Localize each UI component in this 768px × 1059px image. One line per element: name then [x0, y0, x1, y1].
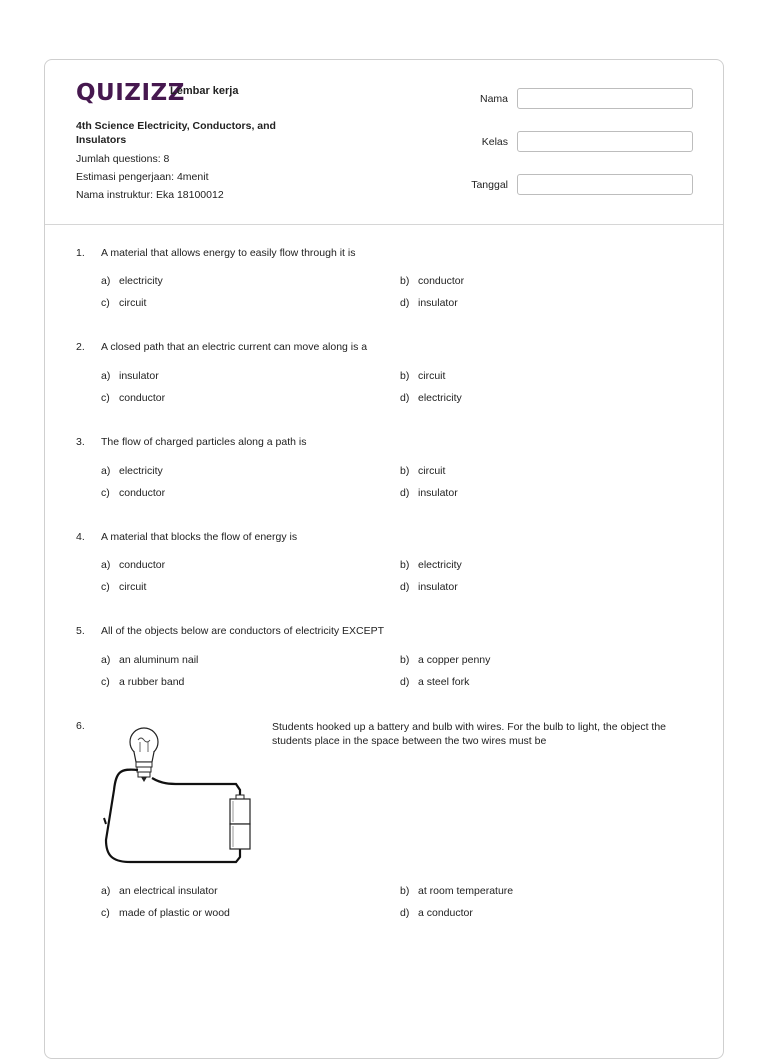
option-letter: d) — [400, 487, 410, 499]
option-text: at room temperature — [418, 885, 514, 897]
option-letter: b) — [400, 275, 410, 287]
option-text: a steel fork — [418, 676, 470, 688]
option-text: conductor — [418, 275, 465, 287]
option-letter: a) — [101, 885, 111, 897]
instructor-name: Nama instruktur: Eka 18100012 — [76, 189, 224, 201]
option-a — [101, 370, 159, 382]
estimated-time: Estimasi pengerjaan: 4menit — [76, 171, 209, 183]
option-b — [400, 370, 445, 382]
option-letter: d) — [400, 676, 410, 688]
question-number: 3. — [76, 436, 85, 448]
logo-wordmark: QUIZIZZ — [76, 80, 185, 106]
option-letter: c) — [101, 907, 110, 919]
option-letter: b) — [400, 654, 410, 666]
option-a — [101, 885, 218, 897]
class-input[interactable] — [517, 131, 693, 152]
worksheet-header — [45, 60, 723, 226]
question-number: 2. — [76, 341, 85, 353]
date-input[interactable] — [517, 174, 693, 195]
sheet-type-label: Lembar kerja — [170, 85, 239, 97]
option-text: a conductor — [418, 907, 473, 919]
question-number: 5. — [76, 625, 85, 637]
option-letter: b) — [400, 465, 410, 477]
option-letter: d) — [400, 581, 410, 593]
option-text: electricity — [418, 392, 462, 404]
option-text: circuit — [418, 465, 446, 477]
option-c — [101, 392, 165, 404]
name-label: Nama — [479, 93, 508, 105]
option-text: insulator — [418, 297, 458, 309]
option-a — [101, 559, 165, 571]
option-letter: a) — [101, 275, 111, 287]
circuit-diagram — [100, 720, 260, 870]
option-b — [400, 885, 513, 897]
option-text: an aluminum nail — [119, 654, 199, 666]
option-d — [400, 907, 473, 919]
option-a — [101, 654, 198, 666]
option-c — [101, 487, 165, 499]
question-number: 6. — [76, 720, 85, 732]
option-letter: c) — [101, 676, 110, 688]
option-b — [400, 559, 462, 571]
option-c — [101, 907, 230, 919]
option-letter: d) — [400, 907, 410, 919]
option-letter: b) — [400, 885, 410, 897]
option-d — [400, 487, 458, 499]
question-count: Jumlah questions: 8 — [76, 153, 170, 165]
option-text: conductor — [119, 392, 166, 404]
option-d — [400, 297, 458, 309]
option-text: electricity — [418, 559, 462, 571]
worksheet-page — [44, 59, 724, 1059]
option-c — [101, 297, 146, 309]
option-c — [101, 676, 184, 688]
option-text: insulator — [119, 370, 159, 382]
option-d — [400, 676, 469, 688]
option-letter: d) — [400, 297, 410, 309]
option-text: conductor — [119, 487, 166, 499]
option-text: circuit — [119, 297, 147, 309]
option-text: circuit — [418, 370, 446, 382]
question-text: A material that blocks the flow of energy is — [101, 531, 298, 543]
header-divider — [45, 224, 723, 225]
option-text: electricity — [119, 465, 163, 477]
option-text: electricity — [119, 275, 163, 287]
option-letter: b) — [400, 370, 410, 382]
option-letter: a) — [101, 559, 111, 571]
option-text: made of plastic or wood — [119, 907, 230, 919]
worksheet-title: 4th Science Electricity, Conductors, and Insulators — [76, 120, 276, 146]
wires — [104, 770, 240, 862]
question-number: 4. — [76, 531, 85, 543]
option-d — [400, 581, 458, 593]
option-letter: a) — [101, 370, 111, 382]
quizizz-logo — [76, 79, 185, 107]
option-c — [101, 581, 146, 593]
question-text: The flow of charged particles along a path is — [101, 436, 307, 448]
option-b — [400, 654, 490, 666]
option-a — [101, 275, 163, 287]
question-text: A closed path that an electric current can move along is a — [101, 341, 368, 353]
question-text: Students hooked up a battery and bulb with wires. For the bulb to light, the object the students place in the space between the two wires must be — [272, 721, 666, 747]
light-bulb-icon — [130, 728, 158, 782]
option-letter: c) — [101, 487, 110, 499]
option-d — [400, 392, 462, 404]
battery-icon — [230, 795, 250, 849]
option-text: circuit — [119, 581, 147, 593]
option-letter: d) — [400, 392, 410, 404]
question-text: A material that allows energy to easily flow through it is — [101, 247, 356, 259]
option-letter: b) — [400, 559, 410, 571]
option-letter: c) — [101, 581, 110, 593]
option-a — [101, 465, 163, 477]
option-text: a copper penny — [418, 654, 491, 666]
option-text: insulator — [418, 581, 458, 593]
option-letter: a) — [101, 654, 111, 666]
option-letter: a) — [101, 465, 111, 477]
question-number: 1. — [76, 247, 85, 259]
date-label: Tanggal — [471, 179, 508, 191]
question-text: All of the objects below are conductors of electricity EXCEPT — [101, 625, 385, 637]
option-b — [400, 465, 445, 477]
name-input[interactable] — [517, 88, 693, 109]
option-text: an electrical insulator — [119, 885, 218, 897]
option-text: conductor — [119, 559, 166, 571]
option-text: insulator — [418, 487, 458, 499]
option-text: a rubber band — [119, 676, 185, 688]
option-letter: c) — [101, 392, 110, 404]
option-b — [400, 275, 464, 287]
class-label: Kelas — [481, 136, 508, 148]
option-letter: c) — [101, 297, 110, 309]
